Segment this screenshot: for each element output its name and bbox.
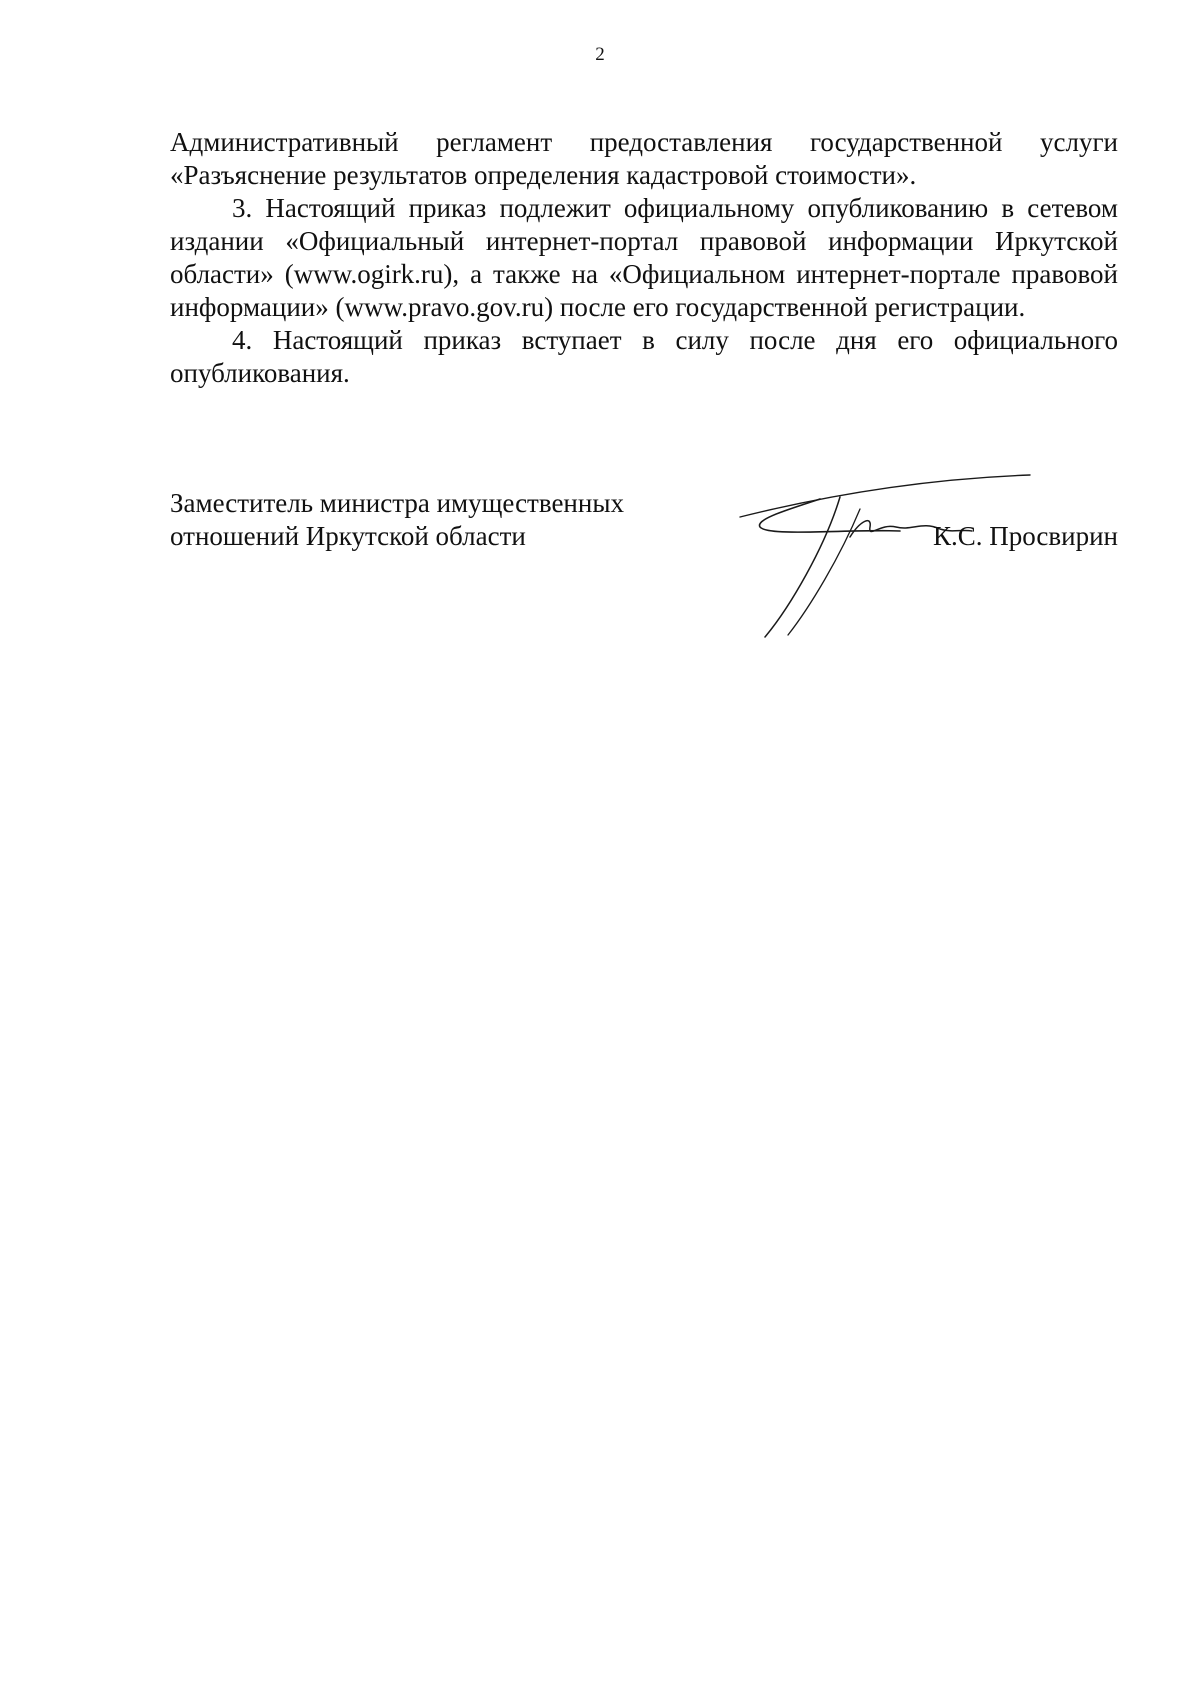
signer-title bbox=[170, 487, 690, 553]
page-number: 2 bbox=[595, 44, 605, 65]
paragraph-item-4: 4. Настоящий приказ вступает в силу после дня его официального опубликования. bbox=[170, 325, 1118, 388]
signer-title-line2: отношений Иркутской области bbox=[170, 521, 526, 551]
document-body bbox=[170, 126, 1118, 390]
paragraph-continuation-line2: «Разъяснение результатов определения кадастровой стоимости». bbox=[170, 160, 917, 190]
paragraph-item-3: 3. Настоящий приказ подлежит официальному опубликованию в сетевом издании «Официальный интернет-портал правовой информации Иркутской области» (www.ogirk.ru), а также на «Официальном интернет-портале правовой информации» (www.pravo.gov.ru) после его государственной регистрации. bbox=[170, 193, 1118, 322]
signer-name: К.С. Просвирин bbox=[932, 521, 1118, 551]
signer-title-line1: Заместитель министра имущественных bbox=[170, 488, 624, 518]
paragraph-continuation-line1: Административный регламент предоставления государственной услуги bbox=[170, 127, 1118, 157]
